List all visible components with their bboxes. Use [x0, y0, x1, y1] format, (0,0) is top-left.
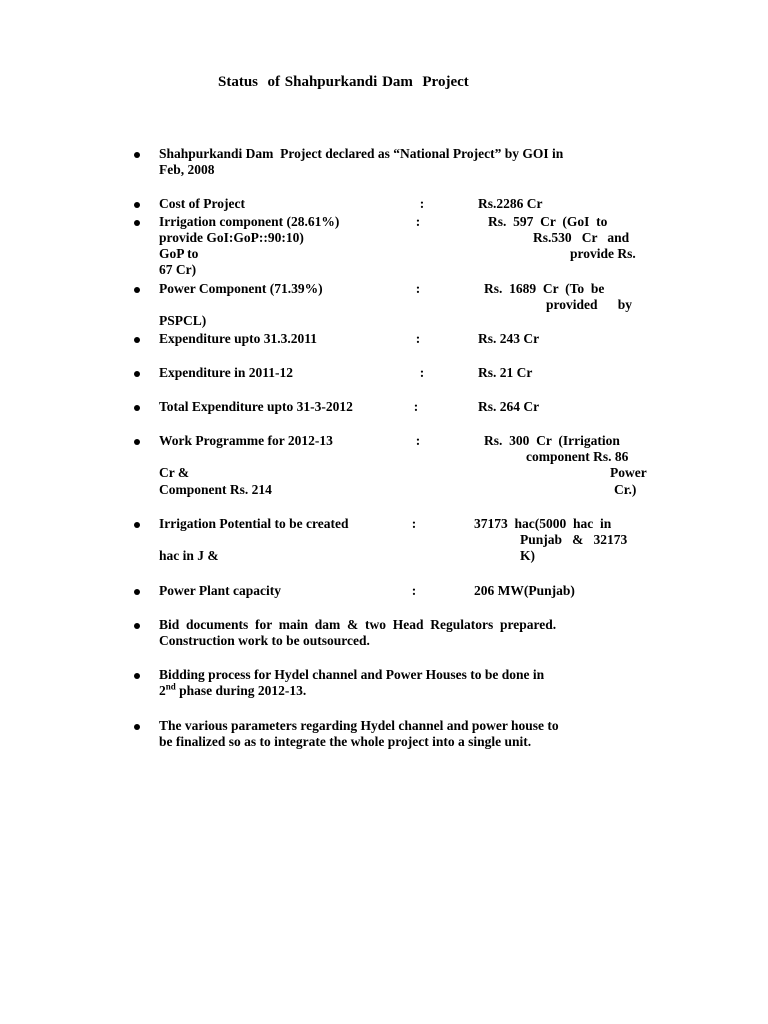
bullet-icon [134, 405, 142, 413]
irrigation-value-1: Rs. 597 Cr (GoI to [488, 214, 608, 229]
bullet-icon [134, 589, 142, 597]
power-label-1: Power Component (71.39%) [159, 281, 323, 296]
plant-label: Power Plant capacity [159, 583, 281, 598]
bullet-icon [134, 673, 142, 681]
params-line-1: The various parameters regarding Hydel channel and power house to [159, 718, 559, 733]
bullet-icon [134, 623, 142, 631]
irrigation-value-3: provide Rs. [570, 246, 636, 261]
work-value-4: Cr.) [614, 482, 637, 497]
power-colon: : [415, 281, 421, 296]
exp2012-value: Rs. 264 Cr [478, 399, 540, 414]
irrigation-value-2: Rs.530 Cr and [533, 230, 630, 245]
declared-line-2: Feb, 2008 [159, 162, 215, 177]
irrigation-label-2: provide GoI:GoP::90:10) [159, 230, 304, 245]
power-label-2: PSPCL) [159, 313, 207, 328]
bidding-line-2-rest: phase during 2012-13. [175, 683, 307, 698]
exp2011-value: Rs. 243 Cr [478, 331, 540, 346]
irrigation-colon: : [415, 214, 421, 229]
bid-line-2: Construction work to be outsourced. [159, 633, 370, 648]
work-colon: : [415, 433, 421, 448]
potential-label-2: hac in J & [159, 548, 219, 563]
bullet-icon [134, 202, 142, 210]
bullet-icon [134, 337, 142, 345]
work-label-2: Cr & [159, 465, 190, 480]
work-label-3: Component Rs. 214 [159, 482, 272, 497]
irrigation-label-3: GoP to [159, 246, 199, 261]
bullet-icon [134, 220, 142, 228]
plant-colon: : [411, 583, 417, 598]
exp1112-value: Rs. 21 Cr [478, 365, 533, 380]
potential-label-1: Irrigation Potential to be created [159, 516, 349, 531]
power-value-2: provided by [546, 297, 633, 312]
work-value-2: component Rs. 86 [526, 449, 629, 464]
work-value-3: Power [610, 465, 647, 480]
exp2012-label: Total Expenditure upto 31-3-2012 [159, 399, 353, 414]
irrigation-label-1: Irrigation component (28.61%) [159, 214, 340, 229]
exp1112-label: Expenditure in 2011-12 [159, 365, 294, 380]
cost-label: Cost of Project [159, 196, 245, 211]
exp1112-colon: : [419, 365, 425, 380]
declared-line-1: Shahpurkandi Dam Project declared as “National Project” by GOI in [159, 146, 564, 161]
bullet-icon [134, 371, 142, 379]
plant-value: 206 MW(Punjab) [474, 583, 575, 598]
potential-value-2: Punjab & 32173 [520, 532, 628, 547]
power-value-1: Rs. 1689 Cr (To be [484, 281, 605, 296]
potential-colon: : [411, 516, 417, 531]
bidding-line-2-sup: nd [165, 681, 176, 692]
bidding-line-2-num: 2 [159, 683, 166, 698]
potential-value-3: K) [520, 548, 535, 563]
exp2011-label: Expenditure upto 31.3.2011 [159, 331, 318, 346]
work-label-1: Work Programme for 2012-13 [159, 433, 333, 448]
document-title: Status of Shahpurkandi Dam Project [218, 74, 469, 90]
bullet-icon [134, 522, 142, 530]
cost-colon: : [419, 196, 425, 211]
irrigation-label-4: 67 Cr) [159, 262, 197, 277]
bullet-icon [134, 152, 142, 160]
work-value-1: Rs. 300 Cr (Irrigation [484, 433, 620, 448]
cost-value: Rs.2286 Cr [478, 196, 543, 211]
exp2012-colon: : [413, 399, 419, 414]
bullet-icon [134, 724, 142, 732]
exp2011-colon: : [415, 331, 421, 346]
bidding-line-1: Bidding process for Hydel channel and Power Houses to be done in [159, 667, 545, 682]
bid-line-1: Bid documents for main dam & two Head Regulators prepared. [159, 617, 557, 632]
bidding-line-2 [159, 683, 306, 699]
bullet-icon [134, 287, 142, 295]
params-line-2: be finalized so as to integrate the whole project into a single unit. [159, 734, 532, 749]
potential-value-1: 37173 hac(5000 hac in [474, 516, 612, 531]
bullet-icon [134, 439, 142, 447]
